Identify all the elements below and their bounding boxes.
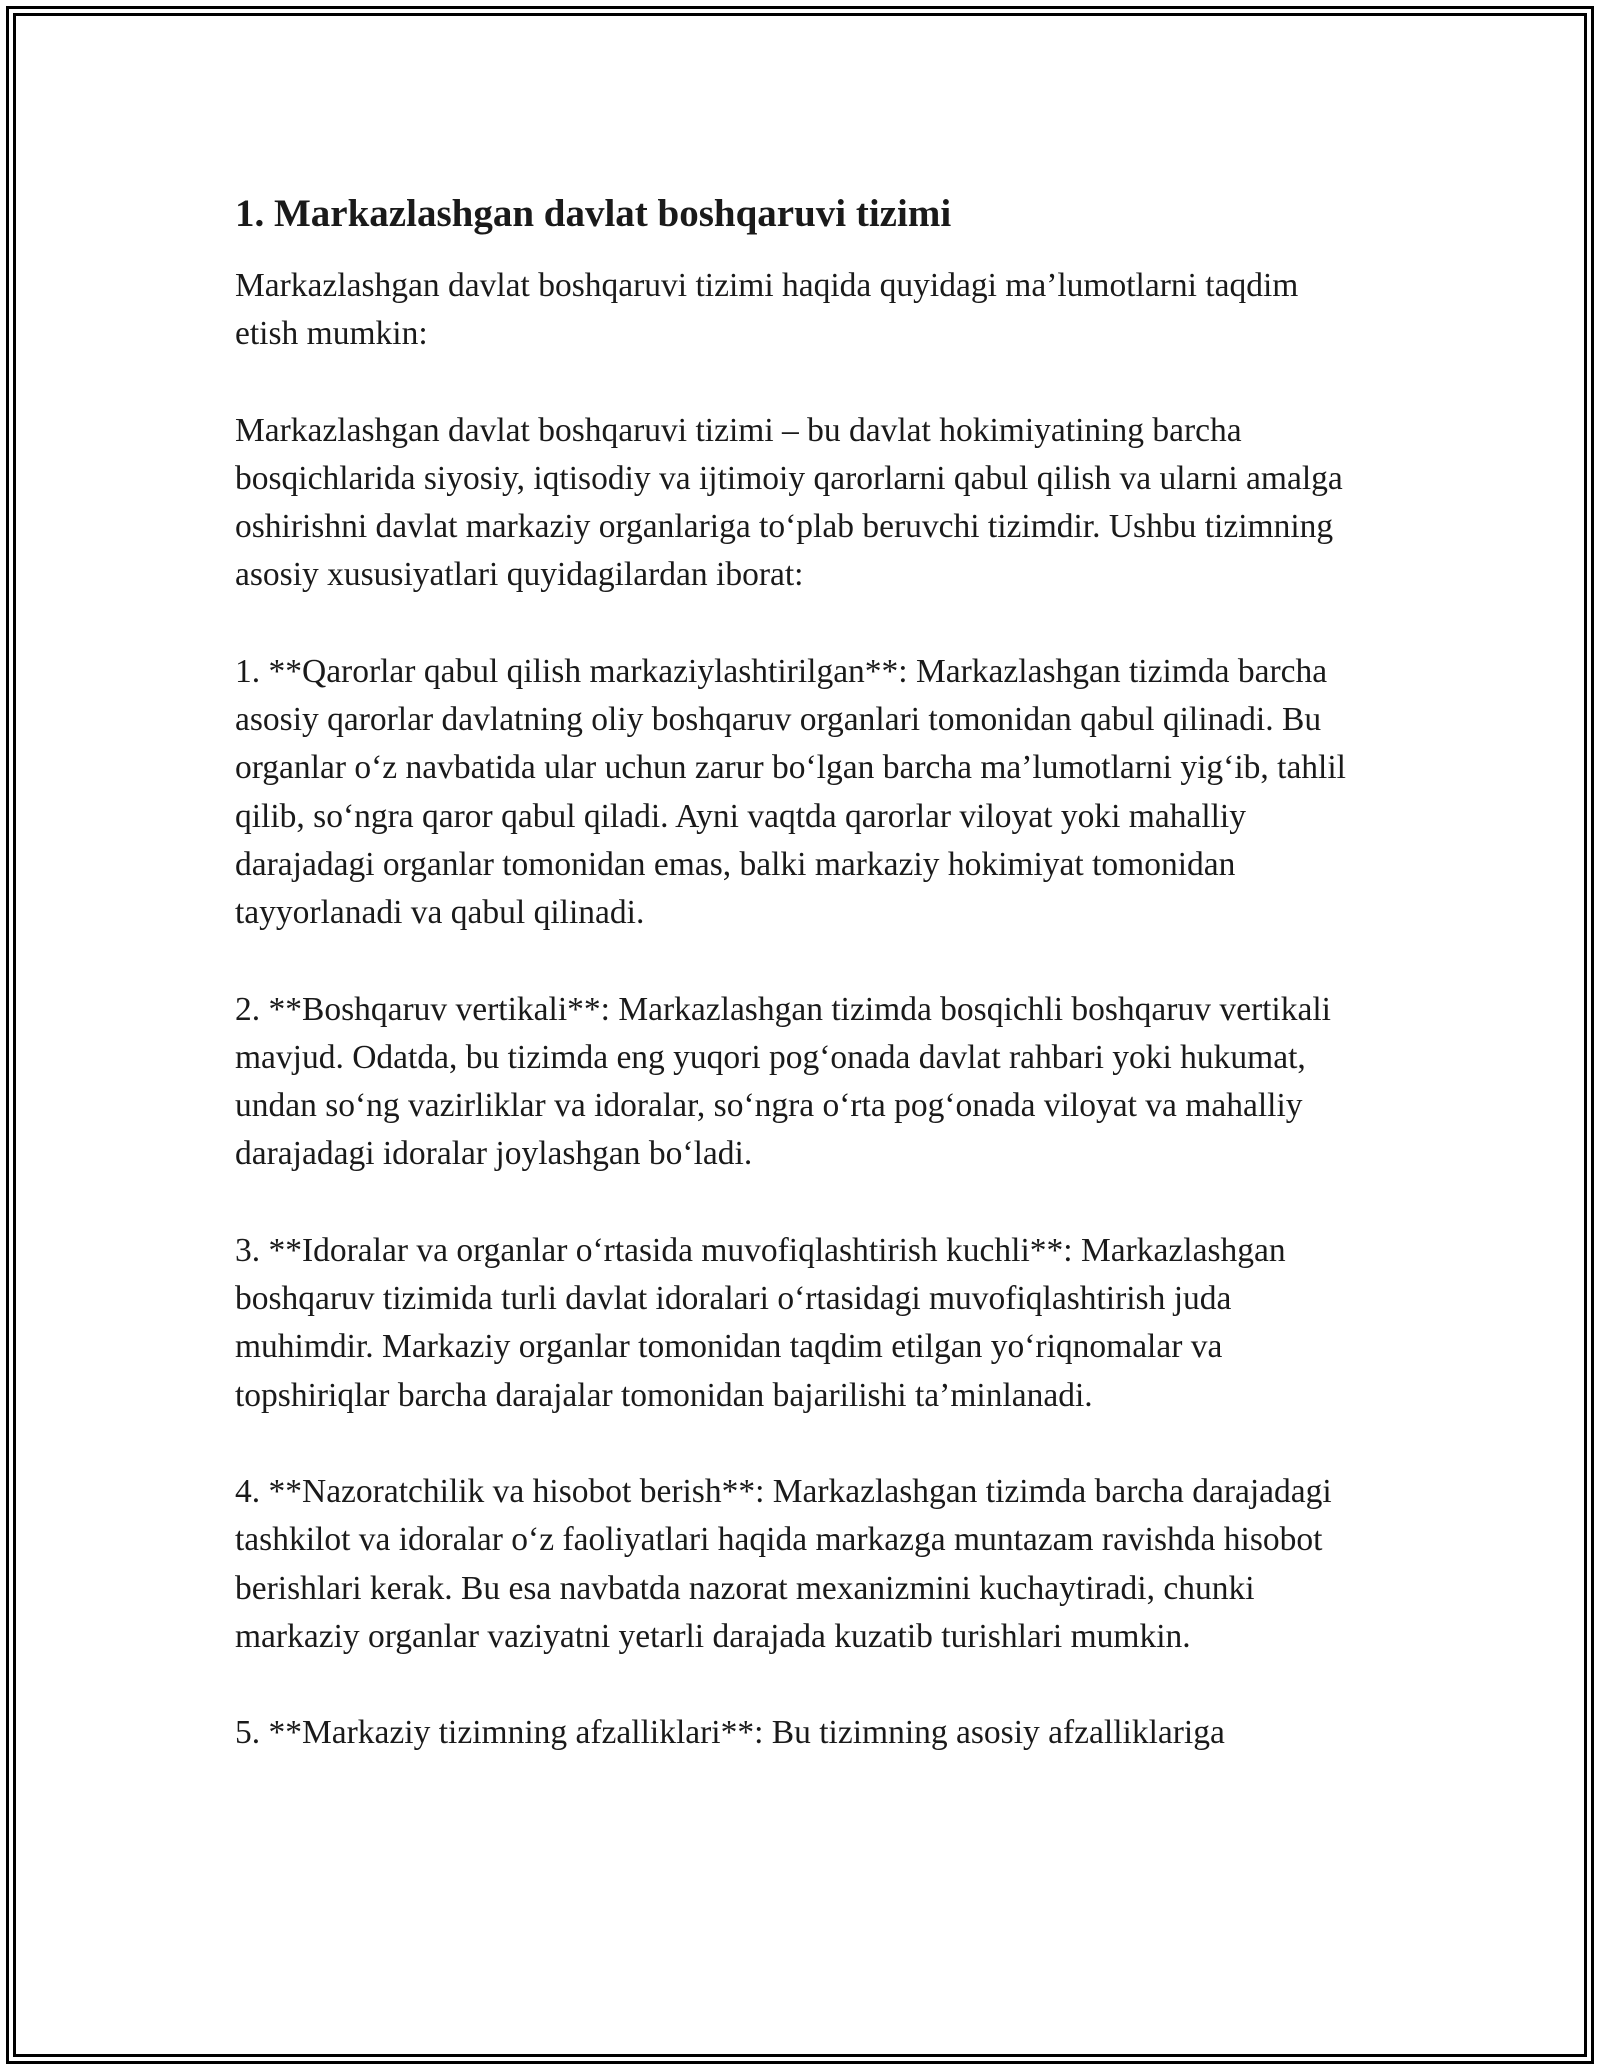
document-body (235, 186, 1365, 1805)
intro-paragraph: Markazlashgan davlat boshqaruvi tizimi haqida quyidagi ma’lumotlarni taqdim etish mumkin: (235, 267, 1299, 353)
feature-paragraph-1: 1. **Qarorlar qabul qilish markaziylashtirilgan**: Markazlashgan tizimda barcha asosiy qarorlar davlatning oliy boshqaruv organlari tomonidan qabul qilinadi. Bu organlar o‘z navbatida ular uchun zarur bo‘lgan barcha ma’lumotlarni yig‘ib, tahlil qilib, so‘ngra qaror qabul qiladi. Ayni vaqtda qarorlar viloyat yoki mahalliy darajadagi organlar tomonidan emas, balki markaziy hokimiyat tomonidan tayyorlanadi va qabul qilinadi. (235, 652, 1346, 932)
feature-paragraph-2: 2. **Boshqaruv vertikali**: Markazlashgan tizimda bosqichli boshqaruv vertikali mavjud. Odatda, bu tizimda eng yuqori pog‘onada davlat rahbari yoki hukumat, undan so‘ng vazirliklar va idoralar, so‘ngra o‘rta pog‘onada viloyat va mahalliy darajadagi idoralar joylashgan bo‘ladi. (235, 990, 1331, 1173)
feature-paragraph-4: 4. **Nazoratchilik va hisobot berish**: Markazlashgan tizimda barcha darajadagi tashkilot va idoralar o‘z faoliyatlari haqida markazga muntazam ravishda hisobot berishlari kerak. Bu esa navbatda nazorat mexanizmini kuchaytiradi, chunki markaziy organlar vaziyatni yetarli darajada kuzatib turishlari mumkin. (235, 1472, 1332, 1655)
definition-paragraph: Markazlashgan davlat boshqaruvi tizimi – bu davlat hokimiyatining barcha bosqichlarida siyosiy, iqtisodiy va ijtimoiy qarorlarni qabul qilish va ularni amalga oshirishni davlat markaziy organlariga to‘plab beruvchi tizimdir. Ushbu tizimning asosiy xususiyatlari quyidagilardan iborat: (235, 411, 1343, 594)
document-title: 1. Markazlashgan davlat boshqaruvi tizimi (235, 192, 952, 235)
feature-paragraph-3: 3. **Idoralar va organlar o‘rtasida muvofiqlashtirish kuchli**: Markazlashgan boshqaruv tizimida turli davlat idoralari o‘rtasidagi muvofiqlashtirish juda muhimdir. Markaziy organlar tomonidan taqdim etilgan yo‘riqnomalar va topshiriqlar barcha darajalar tomonidan bajarilishi ta’minlanadi. (235, 1231, 1286, 1414)
feature-paragraph-5: 5. **Markaziy tizimning afzalliklari**: Bu tizimning asosiy afzalliklariga (235, 1714, 1225, 1752)
